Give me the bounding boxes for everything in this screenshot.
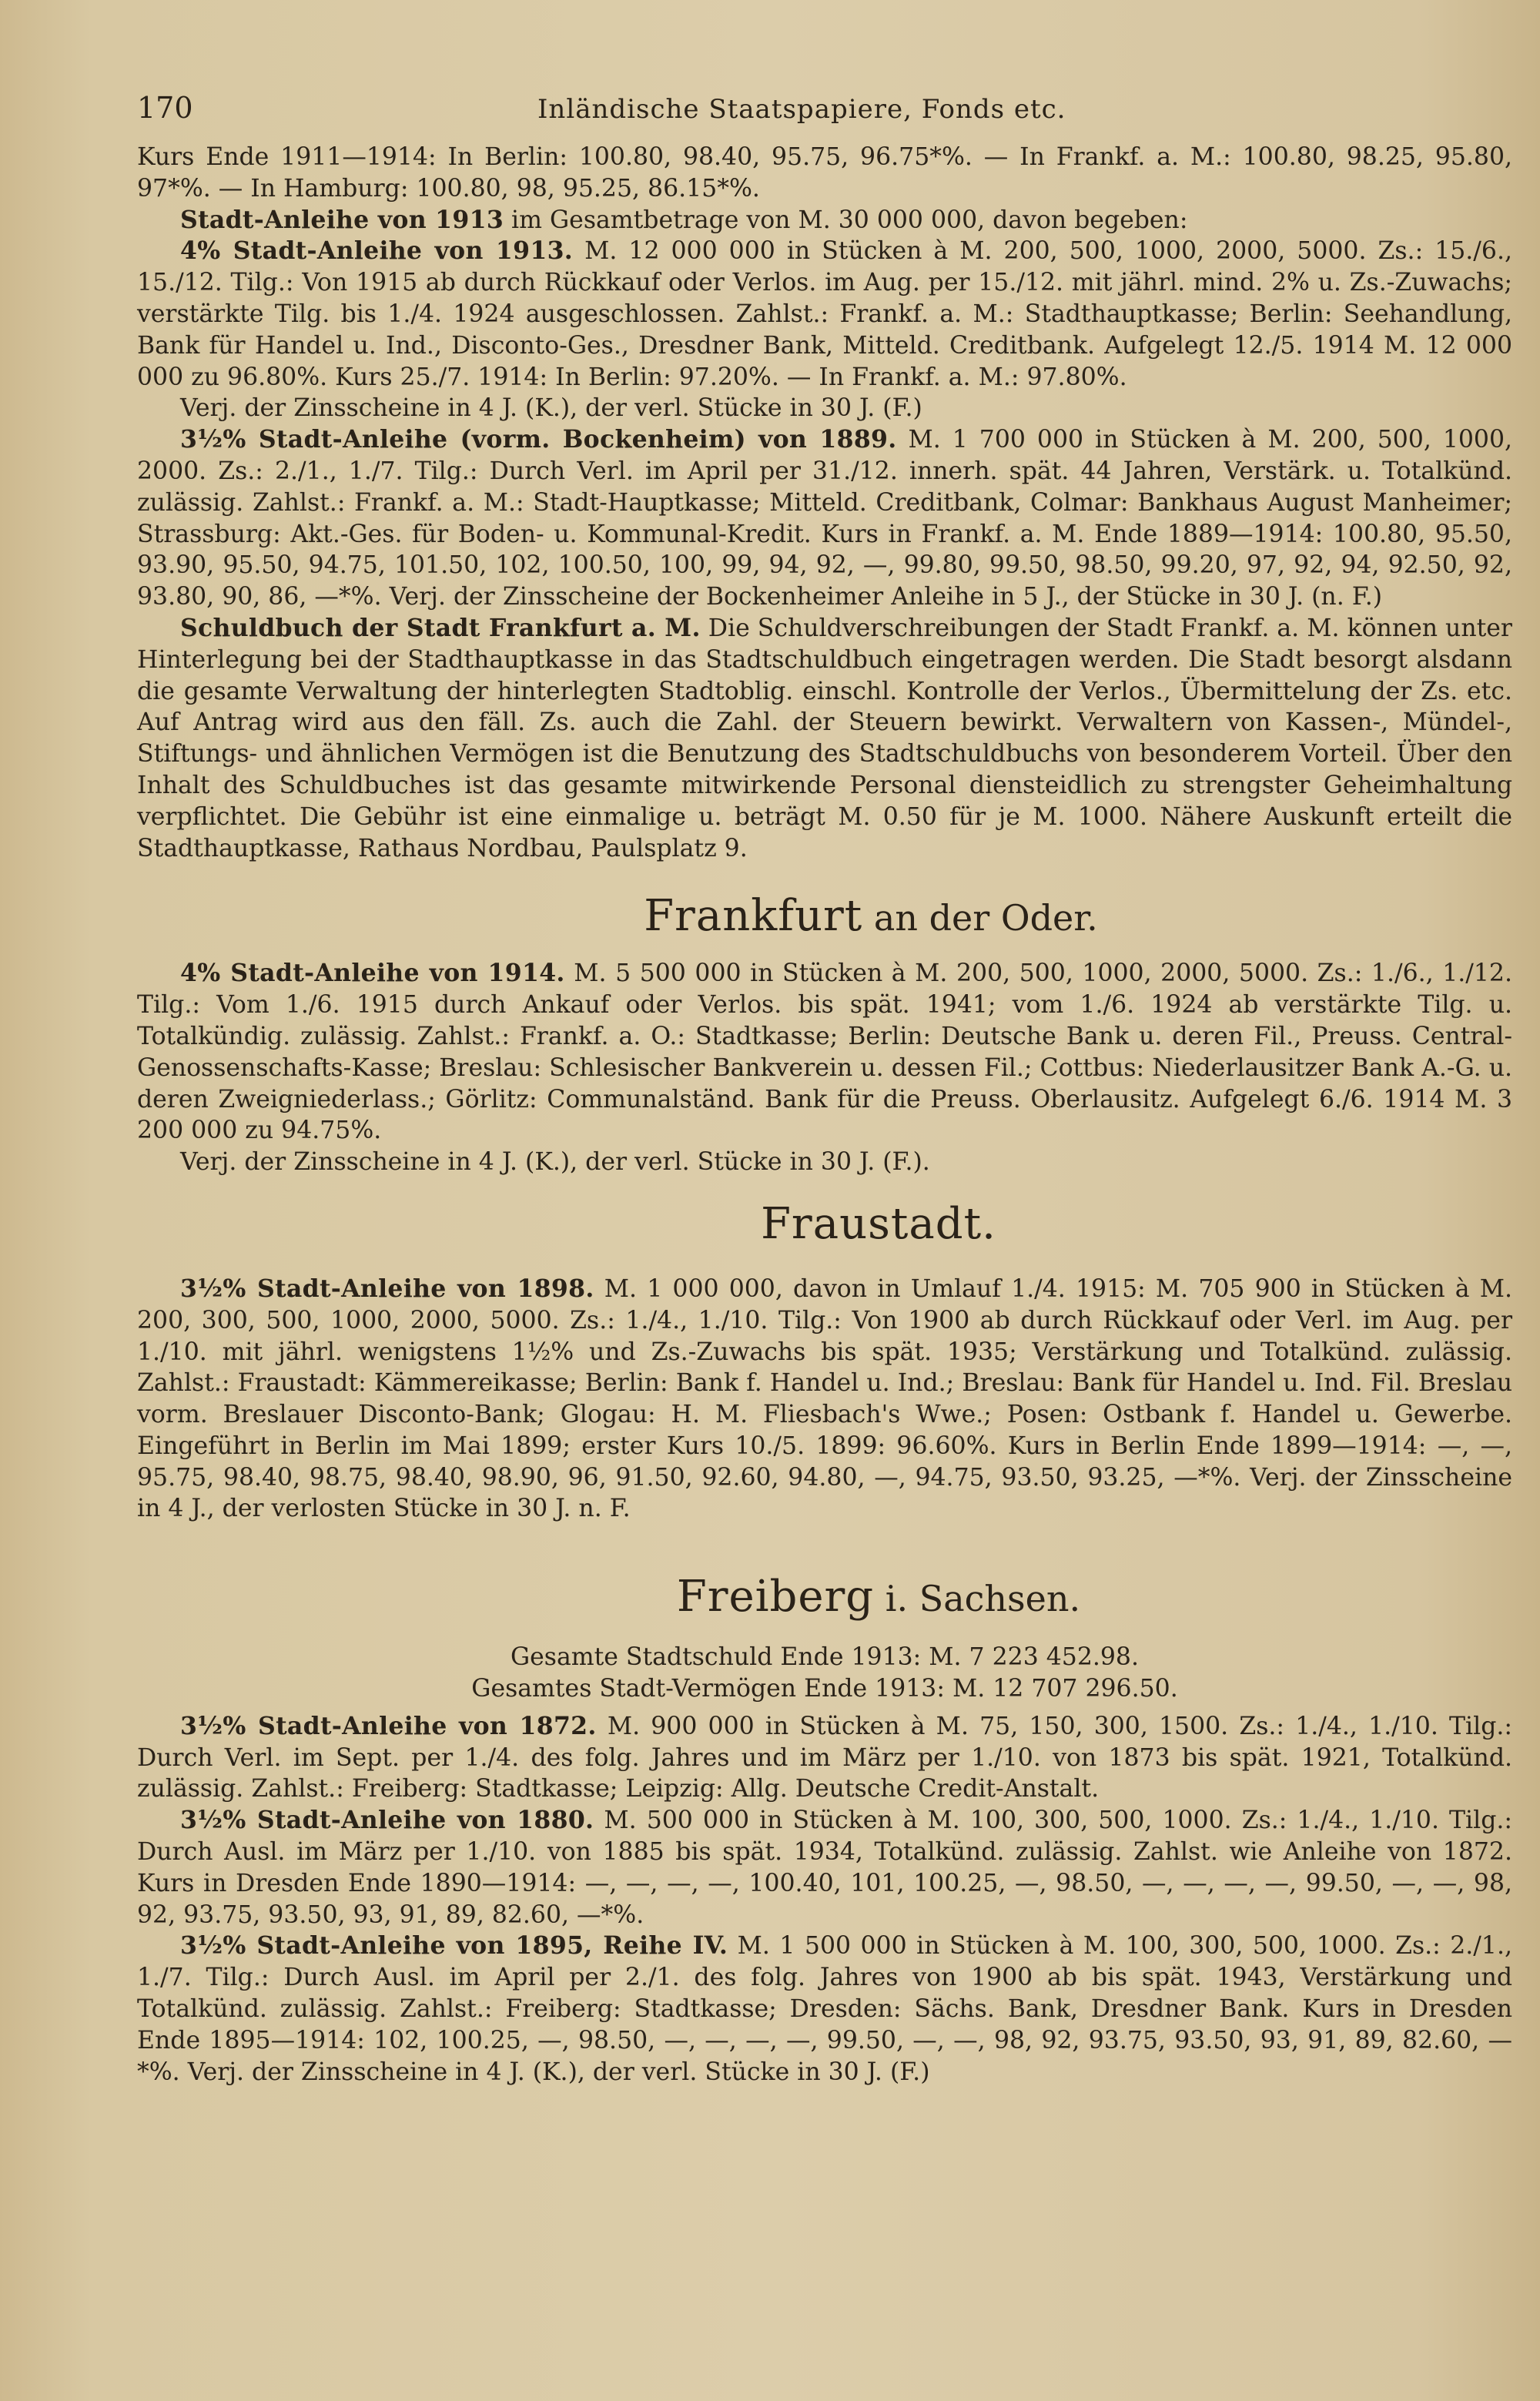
paragraph-freiberg-1872: 3½% Stadt-Anleihe von 1872. M. 900 000 in Stücken à M. 75, 150, 300, 1500. Zs.: 1./4., 1./10. Tilg.: Durch Verl. im Sept. per 1./4. des folg. Jahres und im März per 1./10. von 1873 bis spät. 1921, Totalkünd. zulässig. Zahlst.: Freiberg: Stadtkasse; Leipzig: Allg. Deutsche Credit-Anstalt. [137,1711,1512,1803]
city-heading-freiberg: Freiberg i. Sachsen. [676,1572,1081,1622]
paragraph-schuldbuch-frankfurt: Schuldbuch der Stadt Frankfurt a. M. Die Schuldverschreibungen der Stadt Frankf. a. M. können unter Hinterlegung bei der Stadthauptkasse in das Stadtschuldbuch eingetragen werden. Die Stadt besorgt alsdann die gesamte Verwaltung der hinterlegten Stadtoblig. einschl. Kontrolle der Verlos., Übermittelung der Zs. etc. Auf Antrag wird aus den fäll. Zs. auch die Zahl. der Steuern bewirkt. Verwaltern von Kassen-, Mündel-, Stiftungs- und ähnlichen Vermögen ist die Benutzung des Stadtschuldbuchs von besonderem Vorteil. Über den Inhalt des Schuldbuches ist das gesamte mitwirkende Personal diensteidlich zu strengster Geheimhaltung verpflichtet. Die Gebühr ist eine einmalige u. beträgt M. 0.50 für je M. 1000. Nähere Auskunft erteilt die Stadthauptkasse, Rathaus Nordbau, Paulsplatz 9. [137,613,1512,862]
entry-heading: 3½% Stadt-Anleihe von 1880. [180,1806,594,1835]
entry-heading: 4% Stadt-Anleihe von 1913. [180,236,574,266]
page-header [137,91,1512,125]
entry-heading: 3½% Stadt-Anleihe von 1895, Reihe IV. [180,1931,728,1961]
paragraph-verjaehrung-1913: Verj. der Zinsscheine in 4 J. (K.), der verl. Stücke in 30 J. (F.) [180,394,922,423]
paragraph-freiberg-1895: 3½% Stadt-Anleihe von 1895, Reihe IV. M. 1 500 000 in Stücken à M. 100, 300, 500, 1000. Zs.: 2./1., 1./7. Tilg.: Durch Ausl. im April per 2./1. des folg. Jahres von 1900 ab bis spät. 1943, Verstärkung und Totalkünd. zulässig. Zahlst.: Freiberg: Stadtkasse; Dresden: Sächs. Bank, Dresdner Bank. Kurs in Dresden Ende 1895—1914: 102, 100.25, —, 98.50, —, —, —, —, 99.50, —, —, 98, 92, 93.75, 93.50, 93, 91, 89, 82.60, —*%. Verj. der Zinsscheine in 4 J. (K.), der verl. Stücke in 30 J. (F.) [137,1931,1512,2086]
entry-heading: 3½% Stadt-Anleihe von 1898. [180,1274,594,1303]
entry-heading: 3½% Stadt-Anleihe von 1872. [180,1711,597,1740]
city-heading-frankfurt-oder: Frankfurt an der Oder. [644,891,1098,942]
paragraph-frankfurt-oder-1914: 4% Stadt-Anleihe von 1914. M. 5 500 000 in Stücken à M. 200, 500, 1000, 2000, 5000. Zs.: 1./6., 1./12. Tilg.: Vom 1./6. 1915 durch Ankauf oder Verlos. bis spät. 1941; vom 1./6. 1924 ab verstärkte Tilg. u. Totalkündig. zulässig. Zahlst.: Frankf. a. O.: Stadtkasse; Berlin: Deutsche Bank u. deren Fil., Preuss. Central-Genossenschafts-Kasse; Breslau: Schlesischer Bankverein u. dessen Fil.; Cottbus: Niederlausitzer Bank A.-G. u. deren Zweigniederlass.; Görlitz: Communalständ. Bank für die Preuss. Oberlausitz. Aufgelegt 6./6. 1914 M. 3 200 000 zu 94.75%. [137,959,1512,1145]
page-number: 170 [137,91,193,125]
paragraph-freiberg-1880: 3½% Stadt-Anleihe von 1880. M. 500 000 in Stücken à M. 100, 300, 500, 1000. Zs.: 1./4., 1./10. Tilg.: Durch Ausl. im März per 1./10. von 1885 bis spät. 1934, Totalkünd. zulässig. Zahlst. wie Anleihe von 1872. Kurs in Dresden Ende 1890—1914: —, —, —, —, 100.40, 101, 100.25, —, 98.50, —, —, —, —, 99.50, —, —, 98, 92, 93.75, 93.50, 93, 91, 89, 82.60, —*%. [137,1806,1512,1929]
paragraph-bockenheim-1889: 3½% Stadt-Anleihe (vorm. Bockenheim) von 1889. M. 1 700 000 in Stücken à M. 200, 500, 1000, 2000. Zs.: 2./1., 1./7. Tilg.: Durch Verl. im April per 31./12. innerh. spät. 44 Jahren, Verstärk. u. Totalkünd. zulässig. Zahlst.: Frankf. a. M.: Stadt-Hauptkasse; Mitteld. Creditbank, Colmar: Bankhaus August Manheimer; Strassburg: Akt.-Ges. für Boden- u. Kommunal-Kredit. Kurs in Frankf. a. M. Ende 1889—1914: 100.80, 95.50, 93.90, 95.50, 94.75, 101.50, 102, 100.50, 100, 99, 94, 92, —, 99.80, 99.50, 98.50, 99.20, 97, 92, 94, 92.50, 92, 93.80, 90, 86, —*%. Verj. der Zinsscheine der Bockenheimer Anleihe in 5 J., der Stücke in 30 J. (n. F.) [137,425,1512,611]
paragraph-kurs-1911-1914: Kurs Ende 1911—1914: In Berlin: 100.80, 98.40, 95.75, 96.75*%. — In Frankf. a. M.: 100.80, 98.25, 95.80, 97*%. — In Hamburg: 100.80, 98, 95.25, 86.15*%. [137,143,1512,203]
paragraph-stadt-anleihe-1913-intro: Stadt-Anleihe von 1913 im Gesamtbetrage von M. 30 000 000, davon begeben: [180,205,1188,234]
entry-heading: Stadt-Anleihe von 1913 [180,205,504,234]
running-title: Inländische Staatspapiere, Fonds etc. [537,94,1066,125]
entry-heading: 4% Stadt-Anleihe von 1914. [180,959,565,988]
paragraph-fraustadt-1898: 3½% Stadt-Anleihe von 1898. M. 1 000 000, davon in Umlauf 1./4. 1915: M. 705 900 in Stücken à M. 200, 300, 500, 1000, 2000, 5000. Zs.: 1./4., 1./10. Tilg.: Von 1900 ab durch Rückkauf oder Verl. im Aug. per 1./10. mit jährl. wenigstens 1½% und Zs.-Zuwachs bis spät. 1935; Verstärkung und Totalkünd. zulässig. Zahlst.: Fraustadt: Kämmereikasse; Berlin: Bank f. Handel u. Ind.; Breslau: Bank für Handel u. Ind. Fil. Breslau vorm. Breslauer Disconto-Bank; Glogau: H. M. Fliesbach's Wwe.; Posen: Ostbank f. Handel u. Gewerbe. Eingeführt in Berlin im Mai 1899; erster Kurs 10./5. 1899: 96.60%. Kurs in Berlin Ende 1899—1914: —, —, 95.75, 98.40, 98.75, 98.40, 98.90, 96, 91.50, 92.60, 94.80, —, 94.75, 93.50, 93.25, —*%. Verj. der Zinsscheine in 4 J., der verlosten Stücke in 30 J. n. F. [137,1274,1512,1523]
freiberg-stadtschuld: Gesamte Stadtschuld Ende 1913: M. 7 223 452.98. [510,1643,1139,1672]
paragraph-4pct-anleihe-1913: 4% Stadt-Anleihe von 1913. M. 12 000 000 in Stücken à M. 200, 500, 1000, 2000, 5000. Zs.: 15./6., 15./12. Tilg.: Von 1915 ab durch Rückkauf oder Verlos. im Aug. per 15./12. mit jährl. mind. 2% u. Zs.-Zuwachs; verstärkte Tilg. bis 1./4. 1924 ausgeschlossen. Zahlst.: Frankf. a. M.: Stadthauptkasse; Berlin: Seehandlung, Bank für Handel u. Ind., Disconto-Ges., Dresdner Bank, Mitteld. Creditbank. Aufgelegt 12./5. 1914 M. 12 000 000 zu 96.80%. Kurs 25./7. 1914: In Berlin: 97.20%. — In Frankf. a. M.: 97.80%. [137,236,1512,391]
entry-heading: 3½% Stadt-Anleihe (vorm. Bockenheim) von 1889. [180,425,897,454]
city-heading-fraustadt: Fraustadt. [761,1198,996,1249]
paragraph-frankfurt-oder-verjaehrung: Verj. der Zinsscheine in 4 J. (K.), der verl. Stücke in 30 J. (F.). [180,1148,930,1177]
entry-heading: Schuldbuch der Stadt Frankfurt a. M. [180,613,701,642]
freiberg-stadtvermoegen: Gesamtes Stadt-Vermögen Ende 1913: M. 12 707 296.50. [471,1675,1178,1703]
